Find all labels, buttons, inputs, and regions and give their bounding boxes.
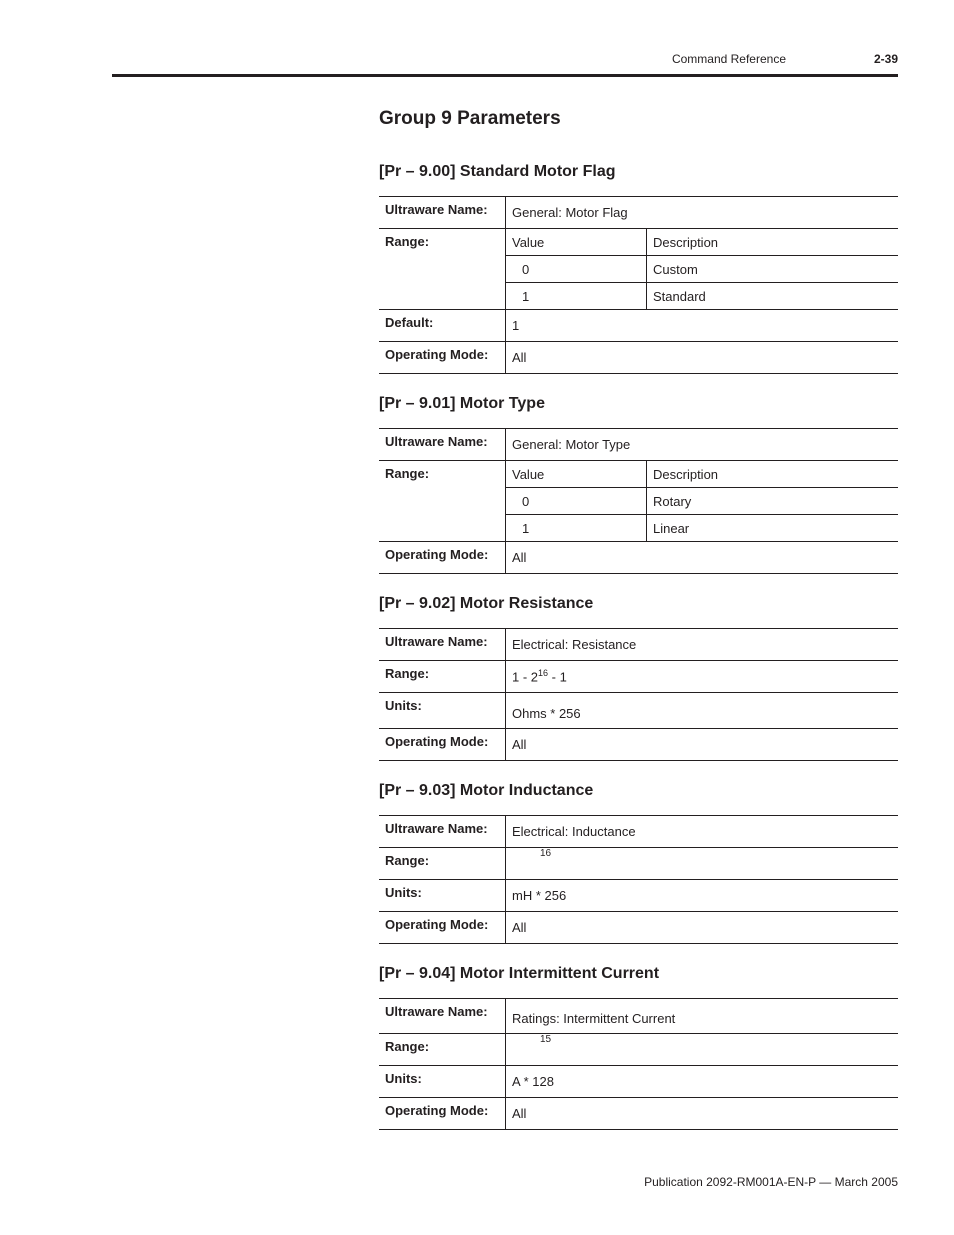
units-label: Units: <box>385 885 422 900</box>
table-row <box>379 429 898 461</box>
operating-mode-label: Operating Mode: <box>385 347 489 362</box>
range-label: Range: <box>385 853 430 868</box>
units-value: A * 128 <box>506 1066 899 1098</box>
param-title-9-02: [Pr – 9.02] Motor Resistance <box>379 595 594 612</box>
table-row <box>379 880 898 912</box>
page-content <box>379 104 898 1130</box>
units-label: Units: <box>385 1071 422 1086</box>
range-label: Range: <box>385 666 430 681</box>
operating-mode-value: All <box>506 729 899 761</box>
ultraware-name-value: Electrical: Inductance <box>506 816 899 848</box>
description-header: Description <box>647 229 899 256</box>
ultraware-name-value: General: Motor Flag <box>506 197 899 229</box>
operating-mode-label: Operating Mode: <box>385 547 489 562</box>
ultraware-name-value: General: Motor Type <box>506 429 899 461</box>
range-value <box>506 661 899 693</box>
units-value: mH * 256 <box>506 880 899 912</box>
header-page-number: 2-39 <box>873 52 898 66</box>
table-row <box>379 629 898 661</box>
ultraware-name-label: Ultraware Name: <box>385 634 488 649</box>
table-row <box>379 1034 898 1066</box>
param-table-9-00 <box>379 196 898 374</box>
range-prefix: 1 - 2 <box>512 669 539 685</box>
table-row <box>379 729 898 761</box>
range-exponent: 15 <box>540 1034 552 1045</box>
table-row <box>379 197 898 229</box>
table-row <box>379 229 898 256</box>
operating-mode-label: Operating Mode: <box>385 917 489 932</box>
range-exponent: 16 <box>538 668 549 679</box>
header-section-title: Command Reference <box>671 52 786 66</box>
range-suffix: - 1 <box>548 669 567 685</box>
range-label: Range: <box>385 234 430 249</box>
ultraware-name-label: Ultraware Name: <box>385 821 488 836</box>
param-title-9-04: [Pr – 9.04] Motor Intermittent Current <box>379 965 660 982</box>
table-row <box>379 542 898 574</box>
value-header: Value <box>506 461 647 488</box>
table-row <box>379 661 898 693</box>
operating-mode-label: Operating Mode: <box>385 1103 489 1118</box>
param-title-9-00: [Pr – 9.00] Standard Motor Flag <box>379 163 616 180</box>
param-title-9-03: [Pr – 9.03] Motor Inductance <box>379 782 594 799</box>
description-header: Description <box>647 461 899 488</box>
operating-mode-value: All <box>506 912 899 944</box>
table-row <box>379 310 898 342</box>
option-description: Linear <box>647 515 899 542</box>
table-row <box>379 461 898 488</box>
table-row <box>379 999 898 1034</box>
operating-mode-label: Operating Mode: <box>385 734 489 749</box>
table-row <box>379 342 898 374</box>
range-value <box>506 848 899 880</box>
default-value: 1 <box>506 310 899 342</box>
range-label: Range: <box>385 1039 430 1054</box>
units-label: Units: <box>385 698 422 713</box>
param-table-9-03 <box>379 815 898 944</box>
table-row <box>379 912 898 944</box>
group-title: Group 9 Parameters <box>379 108 561 129</box>
param-table-9-02 <box>379 628 898 761</box>
option-description: Rotary <box>647 488 899 515</box>
option-value: 1 <box>506 283 647 310</box>
table-row <box>379 816 898 848</box>
option-value: 0 <box>506 256 647 283</box>
table-row <box>379 848 898 880</box>
option-value: 1 <box>506 515 647 542</box>
option-value: 0 <box>506 488 647 515</box>
page-header <box>0 52 954 72</box>
page-footer-publication: Publication 2092-RM001A-EN-P — March 2005 <box>644 1175 898 1189</box>
ultraware-name-label: Ultraware Name: <box>385 202 488 217</box>
default-label: Default: <box>385 315 434 330</box>
range-exponent: 16 <box>540 848 552 859</box>
range-value <box>506 1034 899 1066</box>
param-table-9-01 <box>379 428 898 574</box>
value-header: Value <box>506 229 647 256</box>
ultraware-name-label: Ultraware Name: <box>385 1004 488 1019</box>
range-label: Range: <box>385 466 430 481</box>
ultraware-name-label: Ultraware Name: <box>385 434 488 449</box>
option-description: Custom <box>647 256 899 283</box>
ultraware-name-value: Ratings: Intermittent Current <box>506 999 899 1034</box>
option-description: Standard <box>647 283 899 310</box>
header-rule <box>112 74 898 77</box>
table-row <box>379 693 898 729</box>
operating-mode-value: All <box>506 342 899 374</box>
table-row <box>379 1098 898 1130</box>
table-row <box>379 1066 898 1098</box>
units-value: Ohms * 256 <box>506 693 899 729</box>
ultraware-name-value: Electrical: Resistance <box>506 629 899 661</box>
param-table-9-04 <box>379 998 898 1130</box>
operating-mode-value: All <box>506 1098 899 1130</box>
operating-mode-value: All <box>506 542 899 574</box>
param-title-9-01: [Pr – 9.01] Motor Type <box>379 395 545 412</box>
